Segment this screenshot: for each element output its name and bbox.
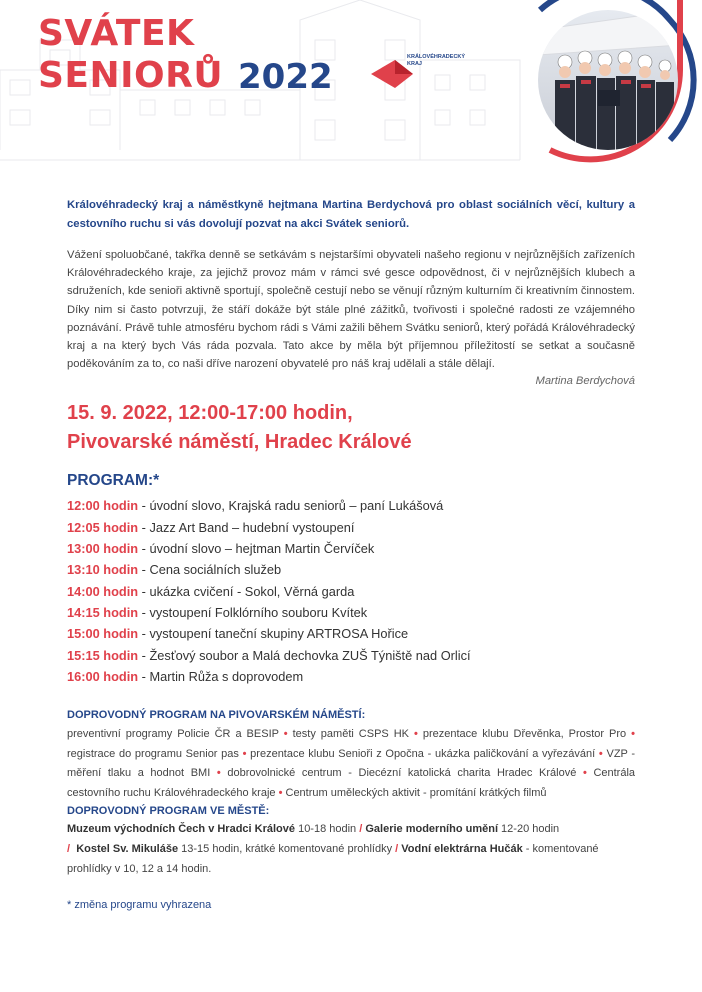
bullet-dot-icon: • [598,747,603,760]
main-content [67,196,635,913]
bullet-dot-icon: • [582,767,587,780]
program-item [67,623,635,644]
event-datetime: 15. 9. 2022, 12:00-17:00 hodin, [67,402,353,425]
side-program-text [67,725,635,803]
intro-paragraph: Královéhradecký kraj a náměstkyně hejtmana Martina Berdychová pro oblast sociálních věcí, kultury a cestovního ruchu si vás dovolují pozvat na akci Svátek seniorů. [67,199,635,230]
program-item [67,559,635,580]
program-item [67,602,635,623]
city-venue-detail: 10-18 hodin [295,823,360,836]
program-time: 12:00 hodin [67,498,139,514]
bullet-dot-icon: • [216,767,221,780]
city-venue-name: Muzeum východních Čech v Hradci Králové [67,823,296,836]
program-item [67,581,635,602]
bullet-dot-icon: • [283,728,288,741]
logo-text: KRÁLOVÉHRADECKÝ KRAJ [407,54,466,67]
program-time: 13:10 hodin [67,562,139,578]
side-program-item: prezentace klubu Dřevěnka, Prostor Pro [422,728,627,741]
city-venue-name: Vodní elektrárna Hučák [401,843,523,856]
program-time: 15:00 hodin [67,626,139,642]
program-desc: - vystoupení taneční skupiny ARTROSA Hořice [138,626,409,642]
separator-slash: / [359,823,363,836]
program-time: 12:05 hodin [67,519,139,535]
event-info [67,399,635,457]
side-program-item: registrace do programu Senior pas [67,747,239,760]
side-program-item: Centrum uměleckých aktivit - promítání krátkých filmů [285,786,547,799]
program-time: 14:00 hodin [67,583,139,599]
program-desc: - Jazz Art Band – hudební vystoupení [138,519,355,535]
side-program-item: prezentace klubu Senioři z Opočna - ukázka paličkování a vyřezávání [250,747,596,760]
side-program-title: DOPROVODNÝ PROGRAM NA PIVOVARSKÉM NÁMĚSTÍ: [67,709,366,722]
side-program-item: testy paměti CSPS HK [292,728,410,741]
city-venue-name: Kostel Sv. Mikuláše [76,843,179,856]
program-title: PROGRAM:* [67,472,160,490]
title-line-2: SENIORŮ [38,55,224,96]
program-desc: - úvodní slovo, Krajská radu seniorů – paní Lukášová [138,498,444,514]
bullet-dot-icon: • [242,747,247,760]
bullet-dot-icon: • [278,786,283,799]
city-venue-name: Galerie moderního umění [365,823,498,836]
program-time: 15:15 hodin [67,647,139,663]
kralovehradecky-kraj-logo [369,48,469,98]
program-desc: - ukázka cvičení - Sokol, Věrná garda [138,583,355,599]
header-banner [0,0,702,180]
side-program-item: preventivní programy Policie ČR a BESIP [67,728,279,741]
separator-slash: / [67,843,71,856]
program-desc: - úvodní slovo – hejtman Martin Červíček [138,541,375,557]
program-desc: - vystoupení Folklórního souboru Kvítek [138,604,368,620]
side-program-item: dobrovolnické centrum - Diecézní katolická charita Hradec Králové [227,767,577,780]
program-item [67,517,635,538]
program-time: 13:00 hodin [67,541,139,557]
program-item [67,538,635,559]
choir-photo-circle [520,0,702,180]
event-place: Pivovarské náměstí, Hradec Králové [67,431,412,454]
city-venue-detail: - komentované prohlídky v 10, 12 a 14 hodin. [67,843,599,875]
separator-slash: / [395,843,399,856]
program-desc: - Cena sociálních služeb [138,562,282,578]
program-time: 16:00 hodin [67,668,139,684]
program-item [67,495,635,516]
title-year: 2022 [238,57,333,97]
title-line-1: SVÁTEK [38,13,195,54]
footnote: * změna programu vyhrazena [67,899,212,912]
program-time: 14:15 hodin [67,604,139,620]
program-item [67,666,635,687]
program-item [67,645,635,666]
bullet-dot-icon: • [414,728,418,741]
signature: Martina Berdychová [535,375,635,388]
program-desc: - Žesťový soubor a Malá dechovka ZUŠ Týniště nad Orlicí [138,647,471,663]
bullet-dot-icon: • [631,728,636,741]
program-desc: - Martin Růža s doprovodem [138,668,304,684]
program-list [67,495,635,687]
city-venue-detail: 13-15 hodin, krátké komentované prohlídky [178,843,396,856]
side-program-item: VZP - měření tlaku a hodnot BMI [67,747,636,780]
city-venue-detail: 12-20 hodin [498,823,560,836]
side-program-item: Centrála cestovního ruchu Královéhradeckého kraje [67,767,636,799]
city-program-text [67,820,635,879]
city-program-title: DOPROVODNÝ PROGRAM VE MĚSTĚ: [67,805,270,818]
seniors-photo [520,0,702,180]
letter-paragraph: Vážení spoluobčané, takřka denně se setkávám s nejstaršími obyvateli našeho regionu v nejrůznějších zařízeních Královéhradeckého kraje, za jejichž provoz mám v rámci své gesce odpovědnost, či v nejrůznějších klubech a sdruženích, kde senioři aktivně sportují, společně cestují nebo se věnují různým kulturním či kreativním činnostem. Díky nim si často potvrzuji, že stáří dokáže být stále plné zážitků, tvořivosti i společné radosti ze vzájemného poznávání. Právě tuhle atmosféru bychom rádi s Vámi zažili během Svátku seniorů, který pořádá Královéhradecký kraj a na který bych Vás ráda pozvala. Tato akce by měla být příjemnou příležitostí se setkat a současně poděkováním za to, co naši dříve narození obyvatelé pro náš kraj udělali a stále dělají. [67,249,635,371]
